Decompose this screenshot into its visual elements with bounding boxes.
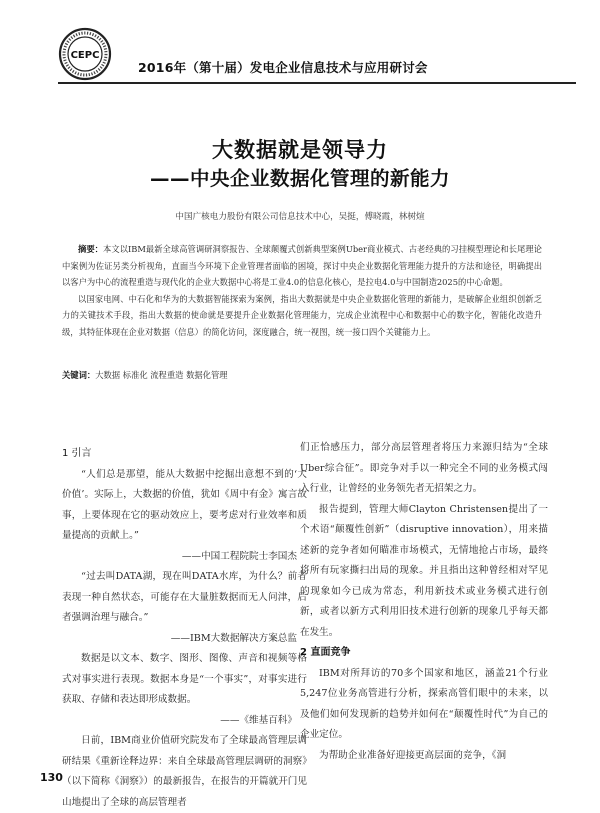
paper-subtitle: ——中央企业数据化管理的新能力 (149, 167, 450, 190)
body-paragraph: 为帮助企业准备好迎接更高层面的竞争，《洞 (319, 749, 507, 761)
quote-1: “人们总是那望，能从大数据中挖掘出意想不到的‘大价值’。实际上，大数据的价值，犹如《周中有金》寓言故事，上要体现在它的驱动效应上，要考虑对行业效率和质量提高的贡献上。” (62, 468, 307, 541)
keywords-label: 关键词： (62, 370, 96, 380)
page-number: 130 (40, 771, 63, 784)
author-line: 中国广核电力股份有限公司信息技术中心，吴挺，傅晓霞，林树煊 (175, 212, 425, 222)
section-heading-competition: 2 直面竞争 (300, 647, 351, 658)
quote-2: “过去叫DATA湖，现在叫DATA水库，为什么？前者表现一种自然状态，可能存在大量脏数据而无人问津，后者强调治理与融合。” (62, 571, 307, 623)
conference-title: 2016年（第十届）发电企业信息技术与应用研讨会 (138, 60, 428, 75)
abstract-paragraph-1 (62, 241, 542, 291)
body-paragraph-continued: 们正恰感压力，部分高层管理者将压力来源归结为“全球Uber综合征”。即竞争对手以一种完全不同的业务模式闯入行业，让曾经的业务领先者无招架之力。 (300, 442, 548, 494)
right-column (300, 438, 548, 766)
keywords-text: 大数据 标准化 流程重造 数据化管理 (95, 370, 228, 380)
logo-text: CEPC (70, 50, 100, 61)
body-paragraph: 报告提到，管理大师Clayton Christensen提出了一个术语“颠覆性创新”（disruptive innovation），用来描述新的竞争者如何瞄准市场模式，无情地抢占市场，最终将所有玩家撕扫出局的现象。并且指出这种曾经相对罕见的现象如今已成为常态，利用新技术或业务模式进行创新，或者以新方式利用旧技术进行创新的现象几乎每天都在发生。 (300, 503, 548, 638)
conference-logo-icon (58, 27, 112, 81)
body-paragraph: 日前，IBM商业价值研究院发布了全球最高管理层调研结果《重新诠释边界：来自全球最高管理层调研的洞察》（以下简称《洞察》）的最新报告，在报告的开篇就开门见山地提出了全球的高层管理者 (62, 735, 307, 808)
quote-3: 数据是以文本、数字、图形、图像、声音和视频等格式对事实进行表现。数据本身是“一个事实”，对事实进行获取、存储和表达即形成数据。 (62, 653, 307, 705)
conference-header (58, 27, 578, 77)
quote-2-attribution: ——IBM大数据解决方案总监 (170, 632, 297, 644)
left-column (62, 444, 307, 813)
quote-3-attribution: ——《维基百科》 (220, 714, 297, 726)
abstract-text-1: 本文以IBM最新全球高管调研洞察报告、全球颠覆式创新典型案例Uber商业模式、古老经典的习挂模型理论和长尾理论中案例为佐证另类分析视角，直面当今环境下企业管理者面临的困境，探讨中央企业数据化管理能力提升的方法和途径，明确提出以客户为中心的流程重造与现代化的企业大数据中心将是工业4.0的信息化核心，是拉电4.0与中国制造2025的中心命题。 (62, 244, 542, 287)
section-heading-introduction: 1 引言 (62, 448, 92, 459)
header-divider (58, 82, 576, 84)
paper-title: 大数据就是领导力 (212, 138, 388, 162)
abstract-paragraph-2: 以国家电网、中石化和华为的大数据智能探索为案例，指出大数据就是中央企业数据化管理的新能力，是破解企业组织创新乏力的关键技术手段，指出大数据的使命就是要提升企业数据化管理能力，完成企业流程中心和数据中心的数字化，智能化改造升级，其特征体现在企业对数据（信息）的简化访问，深度融合，统一视图，统一接口四个关键能力上。 (62, 293, 542, 337)
body-paragraph: IBM对所拜访的70多个国家和地区，涵盖21个行业5,247位业务高管进行分析，探索高管们眼中的未来，以及他们如何发现新的趋势并如何在“颠覆性时代”为自己的企业定位。 (300, 667, 548, 740)
quote-1-attribution: ——中国工程院院士李国杰 (181, 550, 297, 562)
abstract-label: 摘要： (78, 244, 103, 254)
keywords (62, 369, 542, 381)
abstract (62, 241, 542, 340)
